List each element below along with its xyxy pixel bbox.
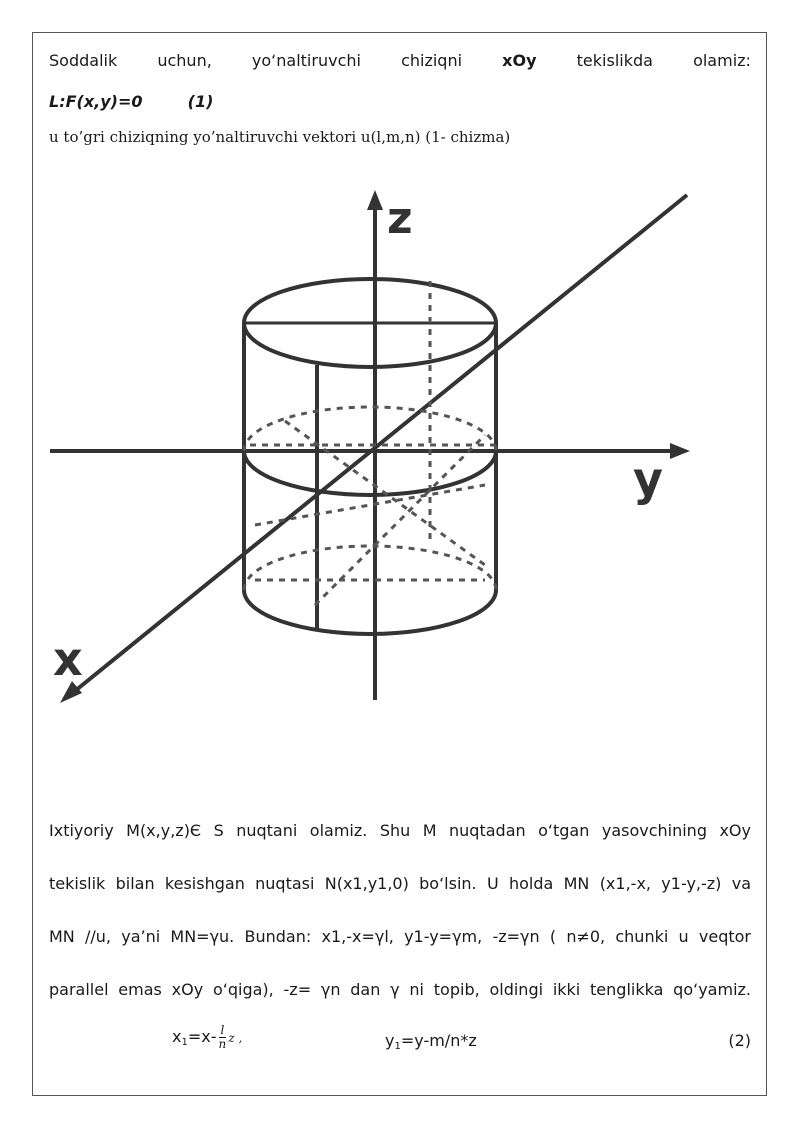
label-x: x [53,632,83,686]
intro-line [49,51,751,70]
bottom-ellipse-back [244,546,496,590]
y-arrow-icon [670,443,690,459]
intro-word: chiziqni [401,51,463,70]
bottom-ellipse-front [244,590,496,634]
equation-line [49,92,751,111]
formula-2: $y_1=y-m/n*z$ [385,1031,477,1052]
intro-word-xoy: xOy [502,51,537,70]
cylinder-figure [45,185,705,715]
z-arrow-icon [367,190,383,210]
equation: L:F(x,y)=0 [49,92,143,111]
label-y: y [633,452,663,506]
fraction-l-over-n: $\frac{l}{n}$ [218,1023,227,1051]
paragraph-line: Ixtiyoriy M(x,y,z)Є S nuqtani olamiz. Shu M nuqtadan o‘tgan yasovchining xOy [49,821,751,840]
formula-1: $x_1=x-$ $\frac{l}{n}$ z , [172,1023,243,1051]
intro-word: yo‘naltiruvchi [251,51,361,70]
paragraph-line: tekislik bilan kesishgan nuqtasi N(x1,y1,0) bo‘lsin. U holda MN (x1,-x, y1-y,-z) va [49,874,751,893]
paragraph-line: MN //u, ya’ni MN=γu. Bundan: x1,-x=γl, y1-y=γm, -z=γn ( n≠0, chunki u veqtor [49,927,751,946]
intro-word: uchun, [157,51,212,70]
equation-number: (1) [187,92,214,111]
label-z: z [387,193,413,244]
paragraph-line: parallel emas xOy o‘qiga), -z= γn dan γ ni topib, oldingi ikki tenglikka qo‘yamiz. [49,980,751,999]
line-L [70,195,687,695]
formula-number: (2) [728,1031,751,1050]
vector-line: u to’gri chiziqning yo’naltiruvchi vektori u(l,m,n) (1- chizma) [49,128,511,146]
intro-word: olamiz: [693,51,751,70]
intro-word: tekislikda [576,51,653,70]
intro-word: Soddalik [49,51,118,70]
